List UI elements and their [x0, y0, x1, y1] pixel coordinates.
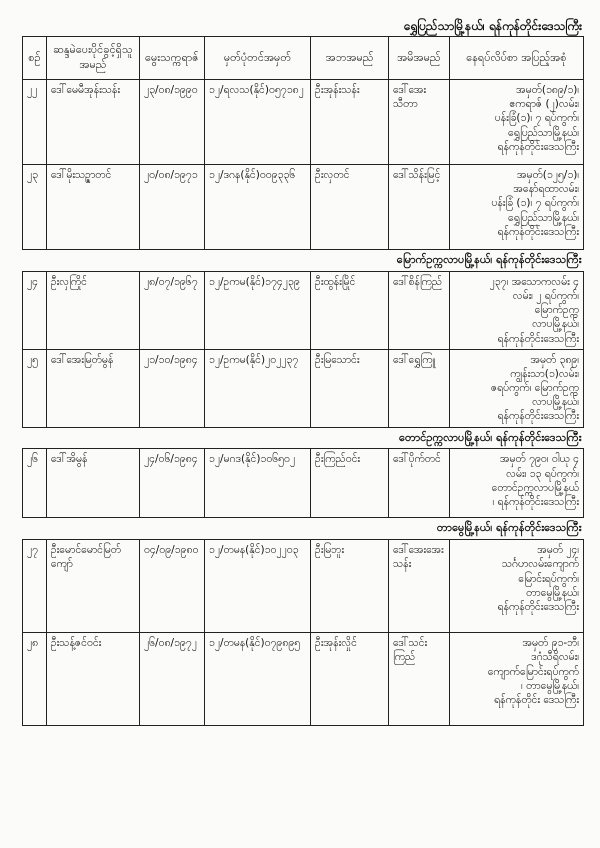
mother-name: ဒေါ်အေးအေး သန်း	[389, 540, 450, 633]
address-line: လမ်း၊ ၂ ရပ်ကွက်၊	[512, 290, 579, 303]
region-row	[23, 518, 584, 540]
table-row	[23, 633, 584, 726]
table-row	[23, 271, 584, 349]
region-row	[23, 427, 584, 449]
father-name: ဦးမြဘူး	[311, 540, 389, 633]
region-row	[23, 250, 584, 272]
date-of-birth: ၂၆/၀၈/၁၉၇၂	[139, 633, 204, 726]
address-line: ၊ တာမွေမြို့နယ်၊	[521, 679, 579, 692]
address-line: ဒဂုံသီရိလမ်း၊	[531, 651, 579, 664]
table-row	[23, 165, 584, 250]
address-cell	[449, 349, 583, 427]
row-number: ၂၈	[23, 633, 47, 726]
table-row	[23, 80, 584, 165]
nrc-number: ၁၂/ဥကမ(နိုင်)၁၇၄၂၃၉	[204, 271, 310, 349]
row-number: ၂၄	[23, 271, 47, 349]
address-line: ဧကရာဇ် (၂)လမ်း၊	[509, 98, 579, 111]
region-label: မြောက်ဥက္ကလာပမြို့နယ်၊ ရန်ကုန်တိုင်းဒေသကြီး	[23, 250, 584, 272]
table-row	[23, 540, 584, 633]
voter-name: ဒေါ်အိမွန်	[46, 449, 139, 518]
address-line: ဇရပ်ကွက်၊ မြောက်ဥက္က	[490, 382, 579, 395]
mother-name: ဒေါ်အေး သီတာ	[389, 80, 450, 165]
region-label: တာမွေမြို့နယ်၊ ရန်ကုန်တိုင်းဒေသကြီး	[23, 518, 584, 540]
father-name: ဦးအုန်းလှိုင်	[311, 633, 389, 726]
date-of-birth: ၂၄/၀၆/၁၉၈၄	[139, 449, 204, 518]
address-line: ရွှေပြည်သာမြို့နယ်၊	[508, 126, 579, 139]
date-of-birth: ၂၀/၀၈/၁၉၇၁	[139, 165, 204, 250]
father-name: ဦးမြသောင်း	[311, 349, 389, 427]
address-line: ရန်ကုန်တိုင်းဒေသကြီး	[497, 332, 579, 345]
address-line: အမှတ် ၉၁-ဘီ၊	[522, 637, 579, 650]
mother-name: ဒေါ်သိန်းမြင့်	[389, 165, 450, 250]
address-line: တာမွေမြို့နယ်၊	[526, 586, 579, 599]
row-number: ၂၃	[23, 165, 47, 250]
nrc-number: ၁၂/တမန(နိုင်)၀၇၉၈၉၅	[204, 633, 310, 726]
column-header: မွေးသက္ကရာဇ်	[139, 37, 204, 80]
address-line: သင်္ဂဟလမ်းကျောက်	[501, 558, 579, 571]
column-header: စဉ်	[23, 37, 47, 80]
address-cell	[449, 80, 583, 165]
address-line: မြောင်းရပ်ကွက်၊	[518, 572, 579, 585]
nrc-number: ၁၂/ဥကမ(နိုင်)၂၀၂၂၃၇	[204, 349, 310, 427]
column-header: အမိအမည်	[389, 37, 450, 80]
mother-name: ဒေါ်သင်း ကြည်	[389, 633, 450, 726]
address-line: ရန်ကုန်တိုင်းဒေသကြီး	[497, 410, 579, 423]
voter-name: ဒေါ်မိုးသဉ္ဇာတင်	[46, 165, 139, 250]
address-line: ပန်းခြံ (၁)၊ ၇ ရပ်ကွက်၊	[491, 197, 579, 210]
region-label: တောင်ဥက္ကလာပမြို့နယ်၊ ရန်ကုန်တိုင်းဒေသကြီး	[23, 427, 584, 449]
father-name: ဦးကြည်ဝင်း	[311, 449, 389, 518]
date-of-birth: ၀၄/၀၉/၁၉၈၀	[139, 540, 204, 633]
address-cell	[449, 449, 583, 518]
table-header-row	[23, 37, 584, 80]
column-header: နေရပ်လိပ်စာ အပြည့်အစုံ	[449, 37, 583, 80]
address-line: လာပမြို့နယ်၊	[532, 396, 579, 409]
nrc-number: ၁၂/မဂဒ(နိုင်)၁၀၆၅၀၂	[204, 449, 310, 518]
nrc-number: ၁၂/ရလသ(နိုင်)၀၅၇၁၈၂	[204, 80, 310, 165]
address-line: ရန်ကုန်တိုင်းဒေသကြီး	[497, 225, 579, 238]
address-line: မြောက်ဥက္က	[534, 304, 579, 317]
voter-name: ဦးလှကြိုင်	[46, 271, 139, 349]
date-of-birth: ၂၁/၁၀/၁၉၈၄	[139, 349, 204, 427]
address-line: တောင်ဥက္ကလာပမြို့နယ်	[491, 481, 579, 494]
voter-name: ဒေါ်အေးမြတ်မွန်	[46, 349, 139, 427]
mother-name: ဒေါ်ရွှေကြူ	[389, 349, 450, 427]
address-line: ရန်ကုန်တိုင်းဒေသကြီး	[497, 600, 579, 613]
address-line: ၂၃၇၊ အသောကလမ်း ၄	[489, 275, 579, 288]
voter-name: ဦးမောင်မောင်မြတ်ကျော်	[46, 540, 139, 633]
address-line: အမှတ် ၂၄၊	[537, 544, 579, 557]
nrc-number: ၁၂/ဒဂန(နိုင်)၀၀၉၃၃၆	[204, 165, 310, 250]
address-line: ရန်ကုန်တိုင်းဒေသကြီး	[497, 140, 579, 153]
column-header: မှတ်ပုံတင်အမှတ်	[204, 37, 310, 80]
address-line: အနော်ရထာလမ်း၊	[513, 183, 579, 196]
table-row	[23, 349, 584, 427]
row-number: ၂၇	[23, 540, 47, 633]
address-line: အမှတ် ၇၉၀၊ ဝါယု ၄	[499, 453, 579, 466]
table-row	[23, 449, 584, 518]
father-name: ဦးအုန်းသန်း	[311, 80, 389, 165]
address-line: ၊ ရန်ကုန်တိုင်းဒေသကြီး	[492, 495, 579, 508]
nrc-number: ၁၂/တမန(နိုင်)၁၀၂၂၀၃	[204, 540, 310, 633]
address-cell	[449, 165, 583, 250]
father-name: ဦးလှတင်	[311, 165, 389, 250]
address-cell	[449, 271, 583, 349]
father-name: ဦးထွန်းမြိုင်	[311, 271, 389, 349]
address-line: ပန်းခြံ(၁)၊ ၇ ရပ်ကွက်၊	[494, 112, 579, 125]
address-line: ရန်ကုန်တိုင်း ဒေသကြီး	[494, 693, 579, 706]
region-heading: ရွှေပြည်သာမြို့နယ်၊ ရန်ကုန်တိုင်းဒေသကြီး	[403, 19, 582, 33]
voter-name: ဒေါ်မေမီအုန်းသန်း	[46, 80, 139, 165]
address-line: ကျွန်းသာ(၁)လမ်း၊	[510, 367, 579, 380]
column-header: အဘအမည်	[311, 37, 389, 80]
column-header: ဆန္ဒမဲပေးပိုင်ခွင့်ရှိသူအမည်	[46, 37, 139, 80]
mother-name: ဒေါ်ပိုက်တင်	[389, 449, 450, 518]
voter-name: ဦးသန့်ဇင်ဝင်း	[46, 633, 139, 726]
row-number: ၂၂	[23, 80, 47, 165]
address-cell	[449, 633, 583, 726]
row-number: ၂၅	[23, 349, 47, 427]
address-line: အမှတ်(၁၈၉/၁)၊	[516, 84, 579, 96]
address-line: ရွှေပြည်သာမြို့နယ်၊	[508, 211, 579, 224]
mother-name: ဒေါ်စိန်ကြည်	[389, 271, 450, 349]
row-number: ၂၆	[23, 449, 47, 518]
date-of-birth: ၂၃/၀၈/၁၉၉၀	[139, 80, 204, 165]
voter-table	[22, 36, 584, 726]
address-line: ကျောက်မြောင်းရပ်ကွက်	[487, 665, 579, 678]
date-of-birth: ၂၈/၀၇/၁၉၆၇	[139, 271, 204, 349]
address-line: အမှတ် ၃၈၉၊	[530, 353, 579, 366]
address-line: အမှတ်(၁၂၅/၁)၊	[516, 169, 579, 181]
address-line: လာပမြို့နယ်၊	[532, 318, 579, 331]
address-line: လမ်း၊ ၁၃ ရပ်ကွက်၊	[506, 467, 579, 480]
address-cell	[449, 540, 583, 633]
